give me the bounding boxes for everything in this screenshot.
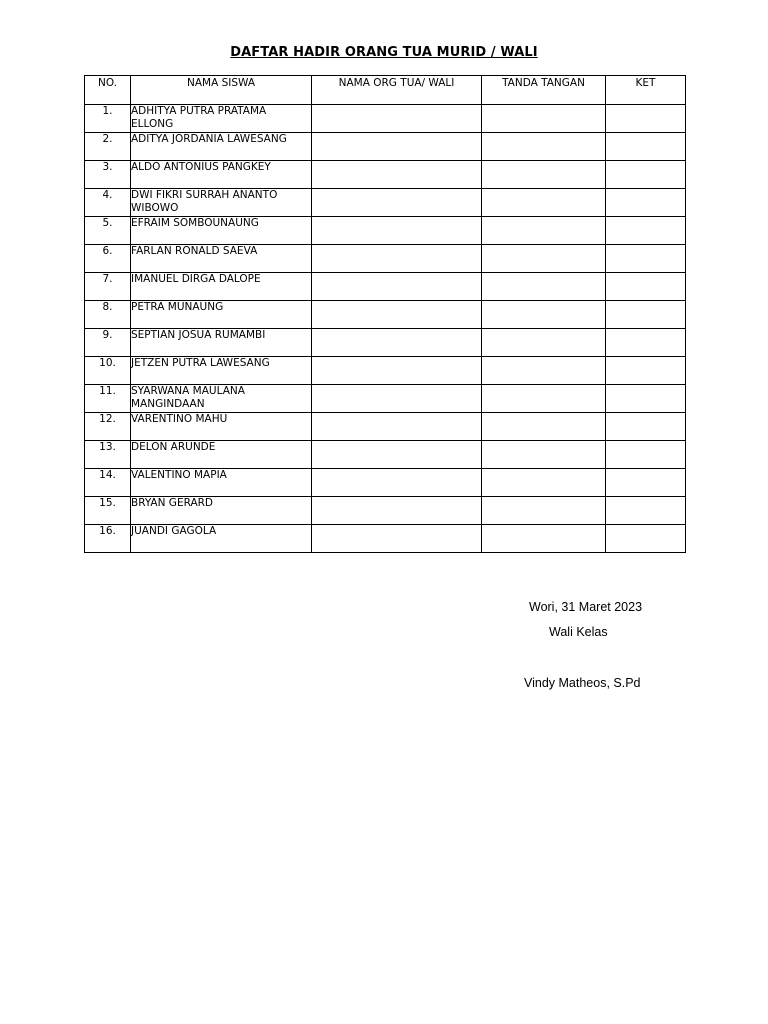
header-tanda-tangan: TANDA TANGAN — [482, 76, 606, 105]
row-number: 3. — [85, 161, 131, 189]
signature-cell — [482, 245, 606, 273]
row-number: 15. — [85, 497, 131, 525]
header-ket: KET — [606, 76, 686, 105]
table-row — [85, 217, 686, 245]
table-row — [85, 161, 686, 189]
row-number: 5. — [85, 217, 131, 245]
parent-name-cell — [312, 217, 482, 245]
parent-name-cell — [312, 189, 482, 217]
row-number: 7. — [85, 273, 131, 301]
student-name: ALDO ANTONIUS PANGKEY — [131, 161, 312, 189]
row-number: 9. — [85, 329, 131, 357]
ket-cell — [606, 105, 686, 133]
signature-cell — [482, 105, 606, 133]
parent-name-cell — [312, 469, 482, 497]
signature-cell — [482, 357, 606, 385]
ket-cell — [606, 441, 686, 469]
parent-name-cell — [312, 133, 482, 161]
signature-cell — [482, 329, 606, 357]
signature-cell — [482, 525, 606, 553]
ket-cell — [606, 413, 686, 441]
student-name: EFRAIM SOMBOUNAUNG — [131, 217, 312, 245]
ket-cell — [606, 301, 686, 329]
row-number: 11. — [85, 385, 131, 413]
signature-cell — [482, 217, 606, 245]
table-row — [85, 133, 686, 161]
student-name: JUANDI GAGOLA — [131, 525, 312, 553]
student-name: BRYAN GERARD — [131, 497, 312, 525]
row-number: 2. — [85, 133, 131, 161]
ket-cell — [606, 273, 686, 301]
header-nama-wali: NAMA ORG TUA/ WALI — [312, 76, 482, 105]
row-number: 10. — [85, 357, 131, 385]
table-row — [85, 273, 686, 301]
signature-place-date: Wori, 31 Maret 2023 — [529, 600, 643, 614]
student-name: IMANUEL DIRGA DALOPE — [131, 273, 312, 301]
ket-cell — [606, 469, 686, 497]
parent-name-cell — [312, 441, 482, 469]
ket-cell — [606, 133, 686, 161]
signature-name: Vindy Matheos, S.Pd — [524, 676, 641, 690]
parent-name-cell — [312, 497, 482, 525]
student-name: DWI FIKRI SURRAH ANANTO WIBOWO — [131, 189, 312, 217]
ket-cell — [606, 385, 686, 413]
header-nama-siswa: NAMA SISWA — [131, 76, 312, 105]
ket-cell — [606, 329, 686, 357]
attendance-table — [84, 75, 686, 553]
table-row — [85, 329, 686, 357]
signature-cell — [482, 301, 606, 329]
table-row — [85, 245, 686, 273]
signature-cell — [482, 441, 606, 469]
table-row — [85, 497, 686, 525]
parent-name-cell — [312, 357, 482, 385]
ket-cell — [606, 245, 686, 273]
row-number: 12. — [85, 413, 131, 441]
ket-cell — [606, 217, 686, 245]
parent-name-cell — [312, 525, 482, 553]
table-row — [85, 189, 686, 217]
student-name: SEPTIAN JOSUA RUMAMBI — [131, 329, 312, 357]
student-name: FARLAN RONALD SAEVA — [131, 245, 312, 273]
table-header-row — [85, 76, 686, 105]
signature-cell — [482, 161, 606, 189]
parent-name-cell — [312, 161, 482, 189]
table-row — [85, 385, 686, 413]
table-row — [85, 105, 686, 133]
student-name: ADITYA JORDANIA LAWESANG — [131, 133, 312, 161]
table-row — [85, 301, 686, 329]
parent-name-cell — [312, 413, 482, 441]
signature-cell — [482, 273, 606, 301]
student-name: JETZEN PUTRA LAWESANG — [131, 357, 312, 385]
parent-name-cell — [312, 301, 482, 329]
student-name: PETRA MUNAUNG — [131, 301, 312, 329]
signature-cell — [482, 413, 606, 441]
parent-name-cell — [312, 329, 482, 357]
document-title: DAFTAR HADIR ORANG TUA MURID / WALI — [230, 45, 538, 60]
student-name: VARENTINO MAHU — [131, 413, 312, 441]
student-name: ADHITYA PUTRA PRATAMA ELLONG — [131, 105, 312, 133]
signature-cell — [482, 133, 606, 161]
row-number: 8. — [85, 301, 131, 329]
signature-cell — [482, 385, 606, 413]
signature-role: Wali Kelas — [549, 625, 608, 639]
table-row — [85, 413, 686, 441]
ket-cell — [606, 189, 686, 217]
signature-cell — [482, 469, 606, 497]
row-number: 1. — [85, 105, 131, 133]
ket-cell — [606, 161, 686, 189]
ket-cell — [606, 357, 686, 385]
ket-cell — [606, 497, 686, 525]
table-row — [85, 525, 686, 553]
ket-cell — [606, 525, 686, 553]
row-number: 4. — [85, 189, 131, 217]
student-name: VALENTINO MAPIA — [131, 469, 312, 497]
student-name: SYARWANA MAULANA MANGINDAAN — [131, 385, 312, 413]
header-no: NO. — [85, 76, 131, 105]
row-number: 13. — [85, 441, 131, 469]
parent-name-cell — [312, 273, 482, 301]
signature-cell — [482, 189, 606, 217]
parent-name-cell — [312, 385, 482, 413]
table-row — [85, 357, 686, 385]
parent-name-cell — [312, 245, 482, 273]
student-name: DELON ARUNDE — [131, 441, 312, 469]
table-row — [85, 441, 686, 469]
table-row — [85, 469, 686, 497]
row-number: 6. — [85, 245, 131, 273]
signature-cell — [482, 497, 606, 525]
row-number: 14. — [85, 469, 131, 497]
row-number: 16. — [85, 525, 131, 553]
parent-name-cell — [312, 105, 482, 133]
